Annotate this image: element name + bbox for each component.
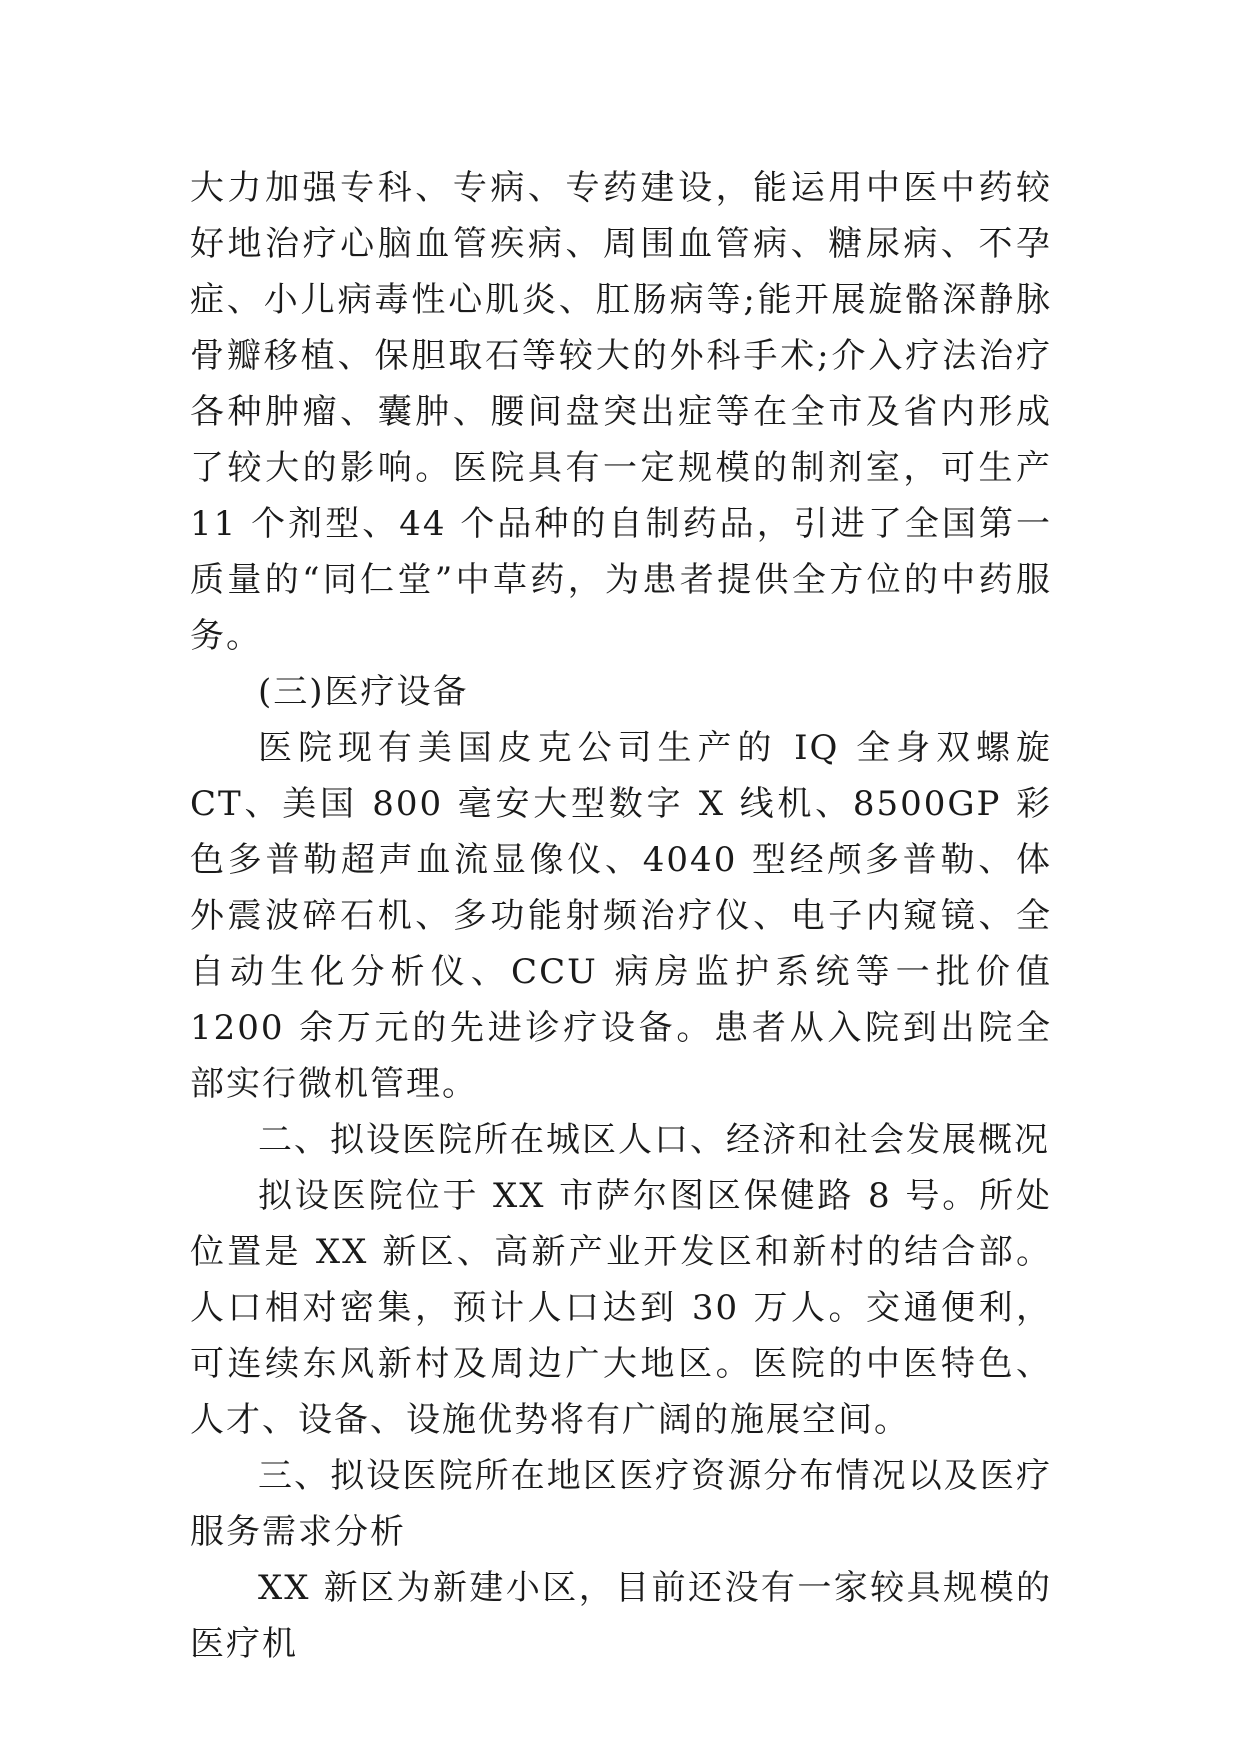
heading-section-two: 二、拟设医院所在城区人口、经济和社会发展概况 [258,1120,1050,1160]
body-text [190,160,1052,1672]
paragraph-specialties: 大力加强专科、专病、专药建设，能运用中医中药较好地治疗心脑血管疾病、周围血管病、糖尿病、不孕症、小儿病毒性心肌炎、肛肠病等;能开展旋骼深静脉骨瓣移植、保胆取石等较大的外科手术;介入疗法治疗各种肿瘤、囊肿、腰间盘突出症等在全市及省内形成了较大的影响。医院具有一定规模的制剂室，可生产 11 个剂型、44 个品种的自制药品，引进了全国第一质量的“同仁堂”中草药，为患者提供全方位的中药服务。 [190,168,1052,656]
paragraph-location: 拟设医院位于 XX 市萨尔图区保健路 8 号。所处位置是 XX 新区、高新产业开发区和新村的结合部。人口相对密集，预计人口达到 30 万人。交通便利，可连续东风新村及周边广大地区。医院的中医特色、人才、设备、设施优势将有广阔的施展空间。 [190,1176,1052,1440]
paragraph-equipment: 医院现有美国皮克公司生产的 IQ 全身双螺旋 CT、美国 800 毫安大型数字 X 线机、8500GP 彩色多普勒超声血流显像仪、4040 型经颅多普勒、体外震波碎石机、多功能射频治疗仪、电子内窥镜、全自动生化分析仪、CCU 病房监护系统等一批价值 1200 余万元的先进诊疗设备。患者从入院到出院全部实行微机管理。 [190,728,1052,1104]
heading-medical-equipment: (三)医疗设备 [258,672,469,712]
paragraph-new-district: XX 新区为新建小区，目前还没有一家较具规模的医疗机 [190,1568,1052,1664]
heading-section-three: 三、拟设医院所在地区医疗资源分布情况以及医疗服务需求分析 [190,1456,1052,1552]
